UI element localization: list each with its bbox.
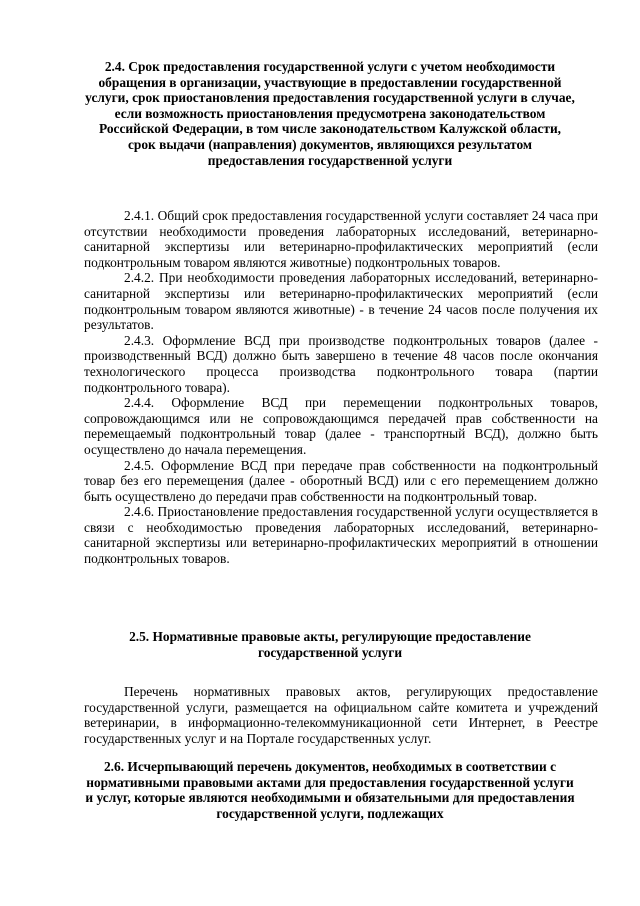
section-2-4-heading: 2.4. Срок предоставления государственной услуги с учетом необходимости обращения в организации, участвующие в предоставлении государственной услуги, срок приостановления предоставления государственной услуги в случае, если возможность приостановления предусмотрена законодательством Российской Федерации, в том числе законодательством Калужской области, срок выдачи (направления) документов, являющихся результатом предоставления государственной услуги	[85, 59, 575, 168]
paragraph-2-4-5: 2.4.5. Оформление ВСД при передаче прав собственности на подконтрольный товар без его перемещения (далее - оборотный ВСД) или с его перемещением должно быть осуществлено до передачи прав собственности на подконтрольный товар.	[84, 457, 598, 504]
paragraph-2-4-3: 2.4.3. Оформление ВСД при производстве подконтрольных товаров (далее - производственный ВСД) должно быть завершено в течение 48 часов после окончания технологического процесса производства подконтрольного товара (партии подконтрольного товара).	[84, 332, 598, 395]
paragraph-2-4-4: 2.4.4. Оформление ВСД при перемещении подконтрольных товаров, сопровождающимся или не сопровождающимся передачей прав собственности на перемещаемый подконтрольный товар (далее - транспортный ВСД), должно быть осуществлено до начала перемещения.	[84, 395, 598, 457]
paragraph-2-4-6: 2.4.6. Приостановление предоставления государственной услуги осуществляется в связи с необходимостью проведения лабораторных исследований, ветеринарно-санитарной экспертизы или ветеринарно-профилактических мероприятий в отношении подконтрольных товаров.	[84, 504, 598, 567]
section-2-5-heading: 2.5. Нормативные правовые акты, регулирующие предоставление государственной услуги	[129, 629, 531, 660]
paragraph-2-5: Перечень нормативных правовых актов, регулирующих предоставление государственной услуги, размещается на официальном сайте комитета и учреждений ветеринарии, в информационно-телекоммуникационной сети Интернет, в Реестре государственных услуг и на Портале государственных услуг.	[84, 684, 598, 746]
section-2-5-body	[84, 684, 598, 746]
paragraph-2-4-1: 2.4.1. Общий срок предоставления государственной услуги составляет 24 часа при отсутствии необходимости проведения лабораторных исследований, ветеринарно-санитарной экспертизы или ветеринарно-профилактических мероприятий (если подконтрольным товаром являются животные) подконтрольных товаров.	[84, 208, 598, 270]
section-2-6-heading: 2.6. Исчерпывающий перечень документов, необходимых в соответствии с нормативными правовыми актами для предоставления государственной услуги и услуг, которые являются необходимыми и обязательными для предоставления государственной услуги, подлежащих	[85, 759, 575, 821]
paragraph-2-4-2: 2.4.2. При необходимости проведения лабораторных исследований, ветеринарно-санитарной экспертизы или ветеринарно-профилактических мероприятий (если подконтрольным товаром являются животные) - в течение 24 часов после получения их результатов.	[84, 270, 598, 333]
section-2-4-body	[84, 208, 598, 567]
